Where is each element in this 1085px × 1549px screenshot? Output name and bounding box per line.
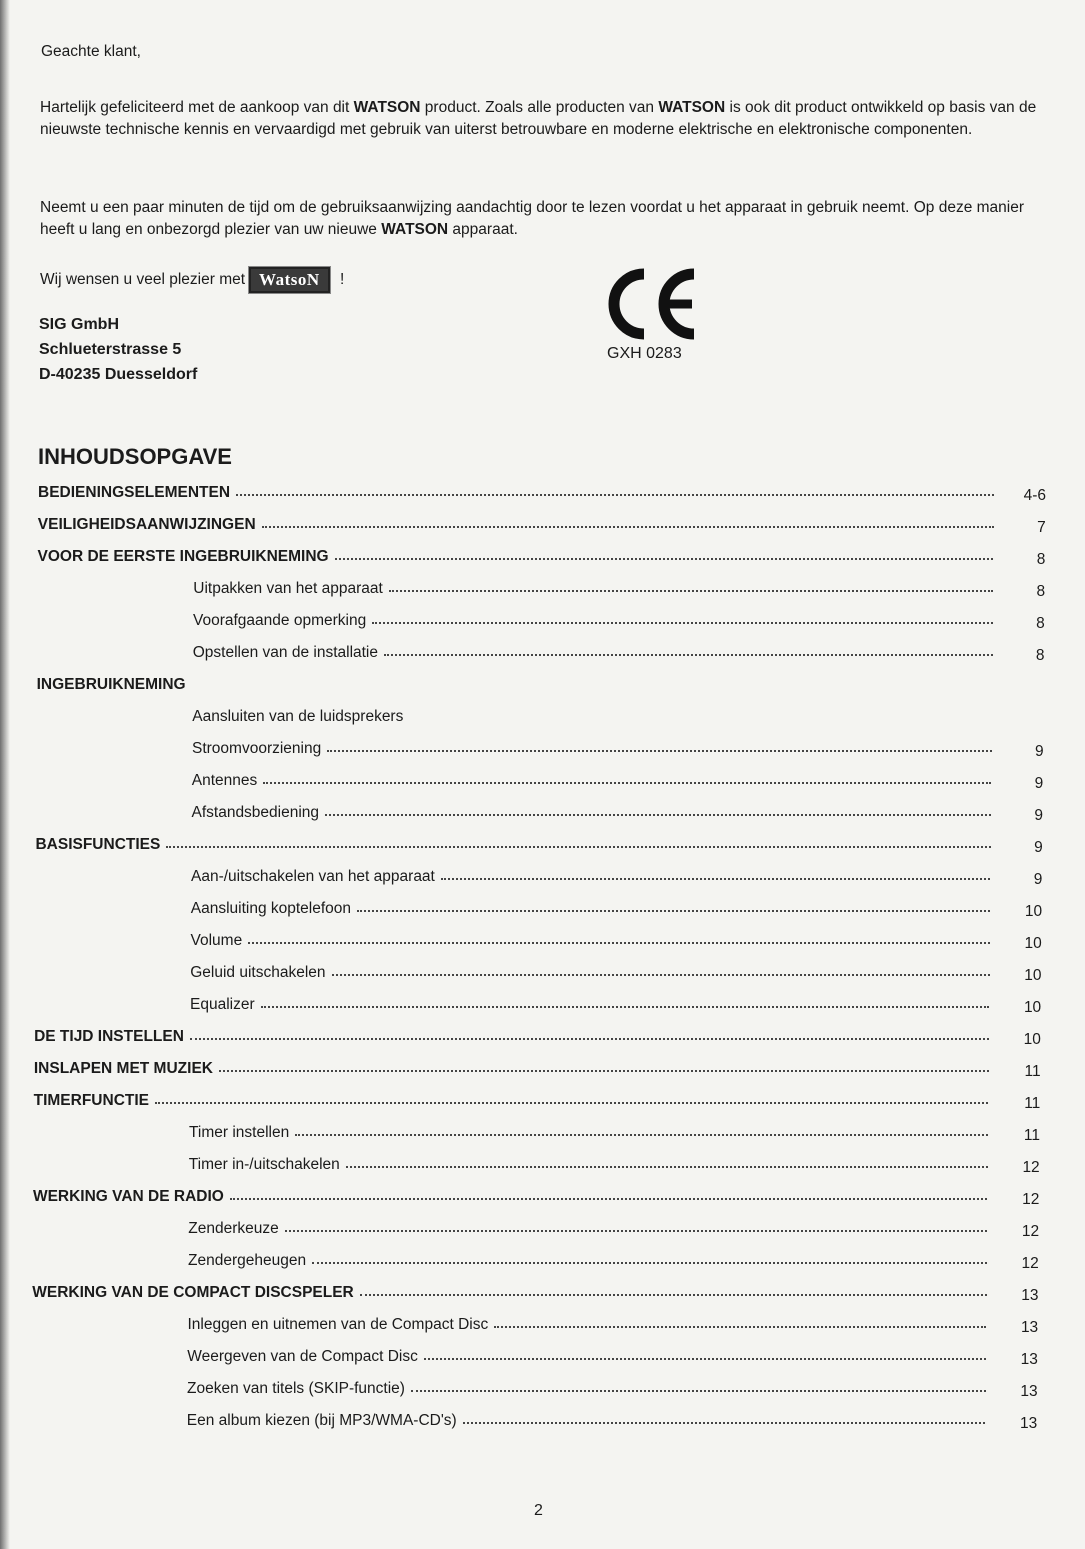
toc-entry-label: Voorafgaande opmerking	[193, 612, 367, 629]
toc-leader-dots	[325, 814, 991, 816]
page-binding-shadow	[0, 0, 10, 1549]
toc-entry-page: 11	[1023, 1127, 1040, 1144]
company-name: SIG GmbH	[39, 316, 120, 333]
toc-entry-page: 9	[1034, 775, 1044, 792]
toc-leader-dots	[262, 526, 994, 528]
toc-entry-page: 10	[1024, 903, 1043, 920]
toc-leader-dots	[219, 1070, 989, 1072]
toc-leader-dots	[441, 878, 991, 880]
toc-entry-label: Een album kiezen (bij MP3/WMA-CD's)	[186, 1412, 457, 1429]
toc-leader-dots	[346, 1166, 988, 1168]
toc-entry-label: Afstandsbediening	[191, 804, 320, 821]
toc-leader-dots	[357, 910, 990, 912]
watson-logo: WatsoN	[249, 267, 330, 293]
toc-entry	[186, 1406, 1038, 1432]
toc-entry	[190, 990, 1042, 1016]
toc-entry	[191, 798, 1043, 824]
toc-entry-page: 13	[1021, 1287, 1039, 1304]
toc-entry-page: 8	[1036, 551, 1046, 568]
paragraph-text: Hartelijk gefeliciteerd met de aankoop van dit	[40, 99, 354, 116]
company-city: D-40235 Duesseldorf	[39, 366, 198, 383]
toc-leader-dots	[261, 1006, 990, 1008]
toc-entry	[37, 510, 1046, 536]
ce-mark-icon	[604, 268, 700, 340]
toc-entry-label: Antennes	[191, 772, 258, 789]
toc-entry-page: 9	[1034, 807, 1043, 824]
toc-leader-dots	[263, 782, 991, 784]
toc-entry-page: 12	[1021, 1223, 1040, 1240]
toc-leader-dots	[166, 846, 990, 848]
toc-entry	[37, 670, 999, 694]
toc-leader-dots	[295, 1134, 988, 1136]
brand-name: WATSON	[658, 99, 726, 116]
toc-entry-page: 9	[1033, 871, 1043, 888]
toc-entry	[34, 1022, 1041, 1048]
toc-entry-label: Volume	[190, 932, 243, 949]
page-number: 2	[534, 1502, 543, 1519]
toc-entry-page: 10	[1024, 935, 1042, 952]
toc-title: INHOUDSOPGAVE	[38, 444, 232, 469]
toc-entry-label: Aansluiting koptelefoon	[190, 900, 352, 917]
toc-leader-dots	[384, 654, 992, 656]
toc-entry-label: VOOR DE EERSTE INGEBRUIKNEMING	[37, 548, 329, 565]
toc-leader-dots	[248, 942, 990, 944]
toc-leader-dots	[424, 1358, 986, 1360]
toc-entry-page: 12	[1021, 1255, 1039, 1272]
toc-entry-label: INSLAPEN MET MUZIEK	[33, 1060, 213, 1077]
toc-entry	[192, 702, 998, 726]
toc-leader-dots	[494, 1326, 986, 1328]
toc-leader-dots	[372, 622, 993, 624]
brand-name: WATSON	[381, 221, 449, 238]
toc-leader-dots	[411, 1390, 986, 1392]
toc-entry-label: Uitpakken van het apparaat	[193, 580, 383, 597]
toc-entry-label: TIMERFUNCTIE	[33, 1092, 150, 1109]
toc-entry-label: VEILIGHEIDSAANWIJZINGEN	[37, 516, 256, 533]
toc-entry-page: 11	[1024, 1063, 1041, 1080]
toc-entry-label: Equalizer	[190, 996, 255, 1013]
toc-entry	[190, 926, 1042, 952]
toc-entry-page: 10	[1024, 967, 1042, 984]
toc-entry	[37, 542, 1046, 568]
toc-entry-page: 13	[1020, 1351, 1038, 1368]
toc-leader-dots	[236, 494, 994, 496]
wish-line	[40, 267, 344, 293]
toc-entry-label: Opstellen van de installatie	[192, 644, 379, 661]
toc-leader-dots	[155, 1102, 988, 1104]
toc-entry-page: 7	[1037, 519, 1046, 536]
toc-entry	[187, 1342, 1038, 1368]
toc-entry	[193, 606, 1045, 632]
toc-entry-label: INGEBRUIKNEMING	[36, 676, 186, 693]
toc-entry	[192, 734, 1044, 760]
toc-entry-page: 9	[1034, 743, 1044, 760]
toc-entry	[188, 1214, 1040, 1240]
toc-entry	[187, 1374, 1038, 1400]
toc-entry-page: 12	[1022, 1191, 1040, 1208]
toc-leader-dots	[312, 1262, 987, 1264]
toc-entry-label: Geluid uitschakelen	[190, 964, 326, 981]
toc-entry-label: Timer instellen	[189, 1124, 290, 1141]
instruction-paragraph	[40, 197, 1060, 241]
toc-entry-label: Zendergeheugen	[188, 1252, 307, 1269]
toc-entry-page: 12	[1022, 1159, 1040, 1176]
toc-entry	[33, 1054, 1041, 1080]
toc-entry-label: Zenderkeuze	[188, 1220, 279, 1237]
toc-entry	[191, 862, 1043, 888]
toc-leader-dots	[463, 1422, 986, 1424]
paragraph-text: product. Zoals alle producten van	[420, 99, 659, 116]
greeting: Geachte klant,	[41, 43, 141, 60]
toc-leader-dots	[389, 590, 993, 592]
toc-entry-label: BEDIENINGSELEMENTEN	[38, 484, 231, 501]
toc-entry-page: 11	[1024, 1095, 1041, 1112]
paragraph-text: is ook dit product ontwikkeld op basis van de nieuwste technische kennis en vervaardigd met gebruik van uiterst betrouwbare en moderne elektrische en elektronische componenten.	[40, 99, 1037, 138]
toc-entry-label: Inleggen en uitnemen van de Compact Disc	[187, 1316, 489, 1333]
toc-entry	[193, 574, 1046, 600]
toc-leader-dots	[285, 1230, 987, 1232]
toc-entry-page: 8	[1036, 583, 1046, 600]
toc-entry-page: 10	[1023, 1031, 1041, 1048]
toc-leader-dots	[332, 974, 990, 976]
toc-entry-label: Stroomvoorziening	[192, 740, 322, 757]
toc-entry-page: 8	[1036, 615, 1045, 632]
toc-entry-label: BASISFUNCTIES	[35, 836, 161, 853]
brand-name: WATSON	[353, 99, 421, 116]
toc-entry	[38, 478, 1046, 504]
wish-text: Wij wensen u veel plezier met	[40, 271, 246, 289]
toc-entry	[189, 1118, 1040, 1144]
toc-entry-label: DE TIJD INSTELLEN	[34, 1028, 184, 1045]
toc-entry	[190, 958, 1042, 984]
toc-entry-page: 10	[1023, 999, 1042, 1016]
toc-entry	[191, 766, 1044, 792]
toc-leader-dots	[327, 750, 991, 752]
toc-entry-page: 8	[1035, 647, 1045, 664]
toc-leader-dots	[335, 558, 994, 560]
toc-entry-page: 13	[1020, 1319, 1039, 1336]
toc-entry-page: 13	[1020, 1415, 1038, 1432]
toc-leader-dots	[230, 1198, 988, 1200]
toc-entry-label: Weergeven van de Compact Disc	[187, 1348, 418, 1365]
toc-leader-dots	[360, 1294, 987, 1296]
toc-entry	[188, 1150, 1040, 1176]
toc-entry-page: 13	[1020, 1383, 1038, 1400]
toc-entry-label: WERKING VAN DE COMPACT DISCSPELER	[32, 1284, 354, 1301]
toc-entry	[32, 1278, 1039, 1304]
toc-entry	[33, 1086, 1041, 1112]
toc-entry	[190, 894, 1043, 920]
ce-certification-code: GXH 0283	[607, 345, 682, 362]
paragraph-text: Neemt u een paar minuten de tijd om de gebruiksaanwijzing aandachtig door te lezen voordat u het apparaat in gebruik neemt. Op deze manier heeft u lang en onbezorgd plezier van uw nieuwe	[40, 199, 1024, 238]
wish-exclamation: !	[339, 271, 345, 289]
toc-entry-label: WERKING VAN DE RADIO	[32, 1188, 224, 1205]
toc-entry-label: Zoeken van titels (SKIP-functie)	[187, 1380, 405, 1397]
toc-entry	[187, 1310, 1039, 1336]
toc-entry-page: 9	[1034, 839, 1043, 856]
paragraph-text: apparaat.	[448, 221, 518, 238]
toc-entry-page: 4-6	[1023, 487, 1046, 504]
toc-leader-dots	[190, 1038, 989, 1040]
toc-entry-label: Timer in-/uitschakelen	[188, 1156, 340, 1173]
intro-paragraph	[40, 97, 1068, 141]
toc-entry-label: Aansluiten van de luidsprekers	[192, 708, 404, 725]
toc-entry	[35, 830, 1043, 856]
toc-entry	[32, 1182, 1040, 1208]
toc-entry	[192, 638, 1045, 664]
toc-entry-label: Aan-/uitschakelen van het apparaat	[191, 868, 435, 885]
company-street: Schlueterstrasse 5	[39, 341, 182, 358]
toc-entry	[188, 1246, 1039, 1272]
